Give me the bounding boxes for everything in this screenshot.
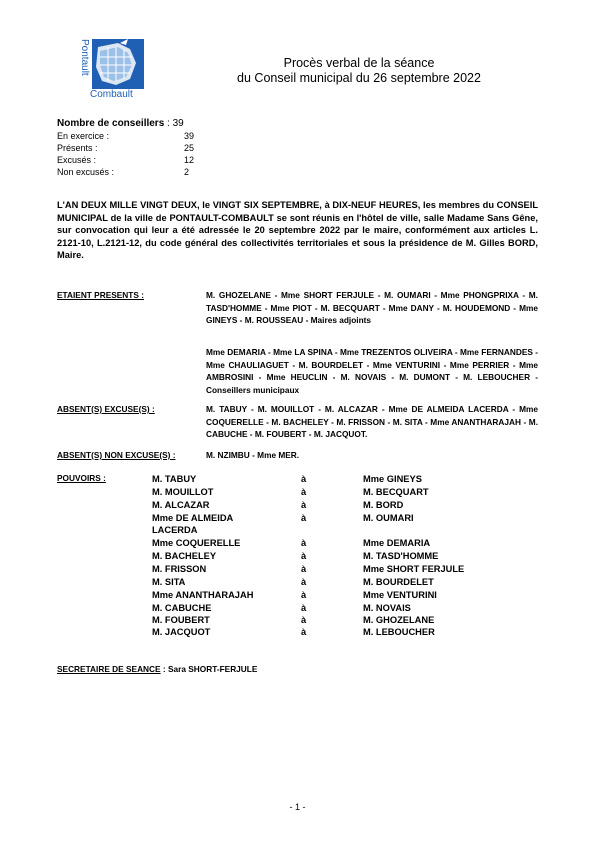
secretary-label: SECRETAIRE DE SEANCE [57, 664, 161, 674]
counts-row-label: Non excusés : [57, 167, 115, 177]
proxy-sep: à [301, 513, 307, 523]
counts-row-label: Excusés : [57, 155, 97, 165]
secretary-name: : Sara SHORT-FERJULE [160, 664, 258, 674]
proxy-sep: à [301, 474, 307, 484]
proxies-label: POUVOIRS : [57, 473, 106, 483]
city-logo [78, 37, 146, 101]
counts-row [57, 130, 109, 142]
proxy-from: M. MOUILLOT [152, 487, 214, 497]
proxy-to: Mme DEMARIA [363, 538, 431, 548]
proxy-to: M. BECQUART [363, 487, 429, 497]
proxy-sep: à [301, 627, 307, 637]
proxy-sep: à [301, 590, 307, 600]
counts-row [57, 166, 114, 178]
proxy-from: Mme DE ALMEIDA [152, 513, 234, 523]
proxy-to: M. NOVAIS [363, 603, 411, 613]
proxy-from: M. CABUCHE [152, 603, 212, 613]
present-conseillers: Mme DEMARIA - Mme LA SPINA - Mme TREZENTOS OLIVEIRA - Mme FERNANDES - Mme CHAULIAGUET - M. BOURDELET - Mme VENTURINI - Mme PERRIER - Mme AMBROSINI - Mme HEUCLIN - M. NOVAIS - M. DUMONT - M. LEBOUCHER - Conseillers municipaux [206, 347, 538, 395]
unexcused-label: ABSENT(S) NON EXCUSE(S) : [57, 450, 176, 460]
counts-row-label: En exercice : [57, 131, 110, 141]
proxy-from: M. SITA [152, 577, 186, 587]
counts-row-value: 25 [184, 143, 195, 153]
proxy-from: M. TABUY [152, 474, 197, 484]
unexcused-list: M. NZIMBU - Mme MER. [206, 450, 300, 460]
proxy-to: Mme GINEYS [363, 474, 422, 484]
title-line-2: du Conseil municipal du 26 septembre 2022 [237, 71, 481, 85]
proxy-to: M. LEBOUCHER [363, 627, 435, 637]
excused-label: ABSENT(S) EXCUSE(S) : [57, 404, 155, 414]
counts-row-value: 12 [184, 155, 195, 165]
proxy-from: Mme COQUERELLE [152, 538, 241, 548]
proxy-to: M. BORD [363, 500, 404, 510]
proxy-to: Mme VENTURINI [363, 590, 437, 600]
present-label: ETAIENT PRESENTS : [57, 290, 144, 300]
proxy-sep: à [301, 551, 307, 561]
proxy-to: M. OUMARI [363, 513, 414, 523]
present-adjoints: M. GHOZELANE - Mme SHORT FERJULE - M. OUMARI - Mme PHONGPRIXA - M. TASD'HOMME - Mme PIOT - M. BECQUART - Mme DANY - M. HOUDEMOND - Mme GINEYS - M. ROUSSEAU - Maires adjoints [206, 290, 538, 325]
proxy-sep: à [301, 538, 307, 548]
secretary-line [57, 664, 257, 674]
proxy-sep: à [301, 500, 307, 510]
counts-row [57, 154, 96, 166]
proxy-from: M. FRISSON [152, 564, 207, 574]
proxy-sep: à [301, 577, 307, 587]
proxy-from: Mme ANANTHARAJAH [152, 590, 254, 600]
proxy-to: Mme SHORT FERJULE [363, 564, 465, 574]
counts-main-value: : 39 [167, 118, 184, 129]
proxy-from: M. BACHELEY [152, 551, 217, 561]
logo-text-vertical: Pontault [79, 39, 90, 76]
counts-row [57, 142, 98, 154]
counts-main [57, 118, 184, 130]
proxy-from: M. JACQUOT [152, 627, 211, 637]
title-line-1: Procès verbal de la séance [283, 56, 435, 70]
counts-row-value: 2 [184, 167, 190, 177]
proxy-sep: à [301, 603, 307, 613]
proxy-sep: à [301, 487, 307, 497]
excused-list: M. TABUY - M. MOUILLOT - M. ALCAZAR - Mme DE ALMEIDA LACERDA - Mme COQUERELLE - M. BACHELEY - M. FRISSON - M. SITA - Mme ANANTHARAJAH - M. CABUCHE - M. FOUBERT - M. JACQUOT. [206, 404, 538, 439]
page-number: - 1 - [289, 802, 306, 812]
counts-main-label: Nombre de conseillers [57, 118, 165, 129]
proxy-to: M. GHOZELANE [363, 615, 435, 625]
counts-row-value: 39 [184, 131, 195, 141]
proxy-sep: à [301, 615, 307, 625]
proxy-sep: à [301, 564, 307, 574]
proxy-from: LACERDA [152, 525, 198, 535]
proxy-to: M. BOURDELET [363, 577, 434, 587]
proxy-from: M. FOUBERT [152, 615, 210, 625]
proxy-to: M. TASD'HOMME [363, 551, 439, 561]
logo-text-bottom: Combault [90, 89, 133, 100]
meeting-intro-paragraph: L'AN DEUX MILLE VINGT DEUX, le VINGT SIX SEPTEMBRE, à DIX-NEUF HEURES, les membres du CONSEIL MUNICIPAL de la ville de PONTAULT-COMBAULT se sont réunis en l'hôtel de ville, salle Madame Sans Gêne, sur convocation qui leur a été adressée le 20 septembre 2022 par le maire, conformément aux articles L. 2121-10, L.2121-12, du code général des collectivités territoriales et sous la présidence de M. Gilles BORD, Maire. [57, 200, 538, 260]
counts-row-label: Présents : [57, 143, 98, 153]
proxy-from: M. ALCAZAR [152, 500, 210, 510]
